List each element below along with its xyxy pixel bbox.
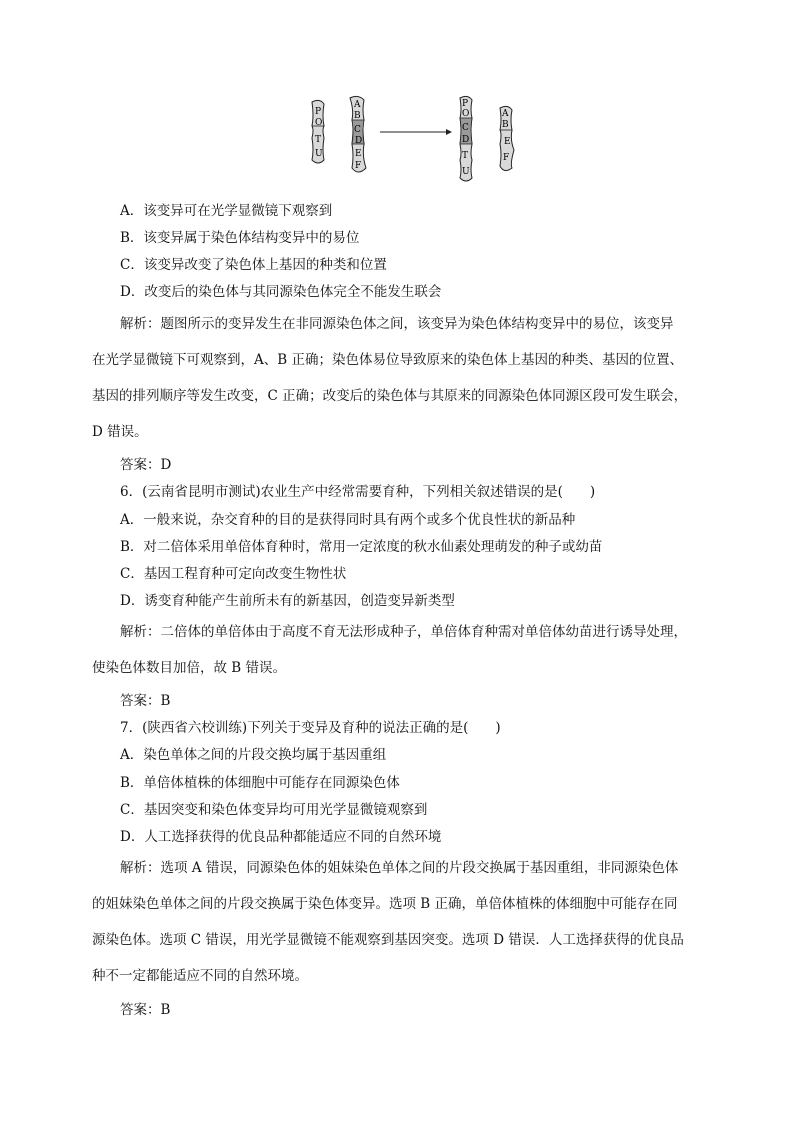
q6-option-c: C．基因工程育种可定向改变生物性状	[120, 566, 347, 582]
gene-label: D	[355, 136, 363, 146]
q5-analysis-line: 基因的排列顺序等发生改变，C 正确；改变后的染色体与其原来的同源染色体同源区段可发生联会，	[92, 388, 688, 404]
gene-label: P	[462, 99, 469, 109]
q7-analysis-line: 解析：选项 A 错误，同源染色体的姐妹染色单体之间的片段交换属于基因重组，非同源染色体	[120, 860, 679, 876]
q6-stem: 6．(云南省昆明市测试)农业生产中经常需要育种，下列相关叙述错误的是( )	[120, 484, 596, 500]
q7-analysis-line: 源染色体。选项 C 错误，用光学显微镜不能观察到基因突变。选项 D 错误．人工选择获得的优良品	[92, 932, 684, 948]
q7-analysis-line: 的姐妹染色单体之间的片段交换属于染色体变异。选项 B 正确，单倍体植株的体细胞中可能存在同	[92, 896, 678, 912]
q5-analysis-line: 解析：题图所示的变异发生在非同源染色体之间，该变异为染色体结构变异中的易位，该变异	[120, 316, 674, 332]
q7-option-a: A．染色单体之间的片段交换均属于基因重组	[120, 747, 387, 763]
chromosome-left-2	[350, 96, 366, 172]
q6-option-d: D．诱变育种能产生前所未有的新基因，创造变异新类型	[120, 593, 455, 609]
gene-label: A	[502, 109, 509, 119]
q5-analysis-line: D 错误。	[92, 424, 148, 440]
gene-label: F	[503, 153, 510, 163]
q5-option-c: C．该变异改变了染色体上基因的种类和位置	[120, 257, 387, 273]
q6-option-a: A．一般来说，杂交育种的目的是获得同时具有两个或多个优良性状的新品种	[120, 512, 576, 528]
gene-label: A	[354, 100, 361, 110]
gene-label: B	[354, 111, 361, 121]
gene-label: E	[504, 137, 511, 147]
chromosome-right-2	[500, 106, 514, 170]
q7-option-c: C．基因突变和染色体变异均可用光学显微镜观察到	[120, 802, 428, 818]
q5-option-b: B．该变异属于染色体结构变异中的易位	[120, 230, 360, 246]
gene-label: D	[462, 135, 470, 145]
q5-option-d: D．改变后的染色体与其同源染色体完全不能发生联会	[120, 284, 442, 300]
gene-label: B	[502, 120, 509, 130]
q6-option-b: B．对二倍体采用单倍体育种时，常用一定浓度的秋水仙素处理萌发的种子或幼苗	[120, 539, 603, 555]
gene-label: C	[354, 125, 361, 135]
chromosome-right-1	[460, 96, 472, 181]
q7-option-d: D．人工选择获得的优良品种都能适应不同的自然环境	[120, 829, 442, 845]
q6-analysis-line: 使染色体数目加倍，故 B 错误。	[92, 660, 287, 676]
q6-analysis-line: 解析：二倍体的单倍体由于高度不育无法形成种子，单倍体育种需对单倍体幼苗进行诱导处理，	[120, 624, 687, 640]
gene-label: U	[315, 149, 323, 159]
q7-answer: 答案：B	[120, 1002, 171, 1018]
q7-analysis-line: 种不一定都能适应不同的自然环境。	[92, 968, 308, 984]
gene-label: T	[462, 151, 469, 161]
gene-label: O	[315, 118, 323, 128]
chromosome-translocation-diagram	[300, 94, 540, 184]
gene-label: O	[462, 109, 470, 119]
q7-option-b: B．单倍体植株的体细胞中可能存在同源染色体	[120, 775, 400, 791]
q5-option-a: A．该变异可在光学显微镜下观察到	[120, 203, 333, 219]
q5-analysis-line: 在光学显微镜下可观察到，A、B 正确；染色体易位导致原来的染色体上基因的种类、基因的位置、	[92, 352, 683, 368]
gene-label: F	[355, 161, 362, 171]
q6-answer: 答案：B	[120, 693, 171, 709]
chromosome-left-1	[312, 100, 324, 163]
gene-label: T	[315, 135, 322, 145]
gene-label: E	[355, 149, 362, 159]
gene-label: C	[462, 123, 469, 133]
q5-answer: 答案：D	[120, 457, 172, 473]
gene-label: U	[462, 167, 470, 177]
gene-label: P	[315, 107, 322, 117]
q7-stem: 7．(陕西省六校训练)下列关于变异及育种的说法正确的是( )	[120, 720, 501, 736]
arrow-icon	[380, 129, 452, 135]
